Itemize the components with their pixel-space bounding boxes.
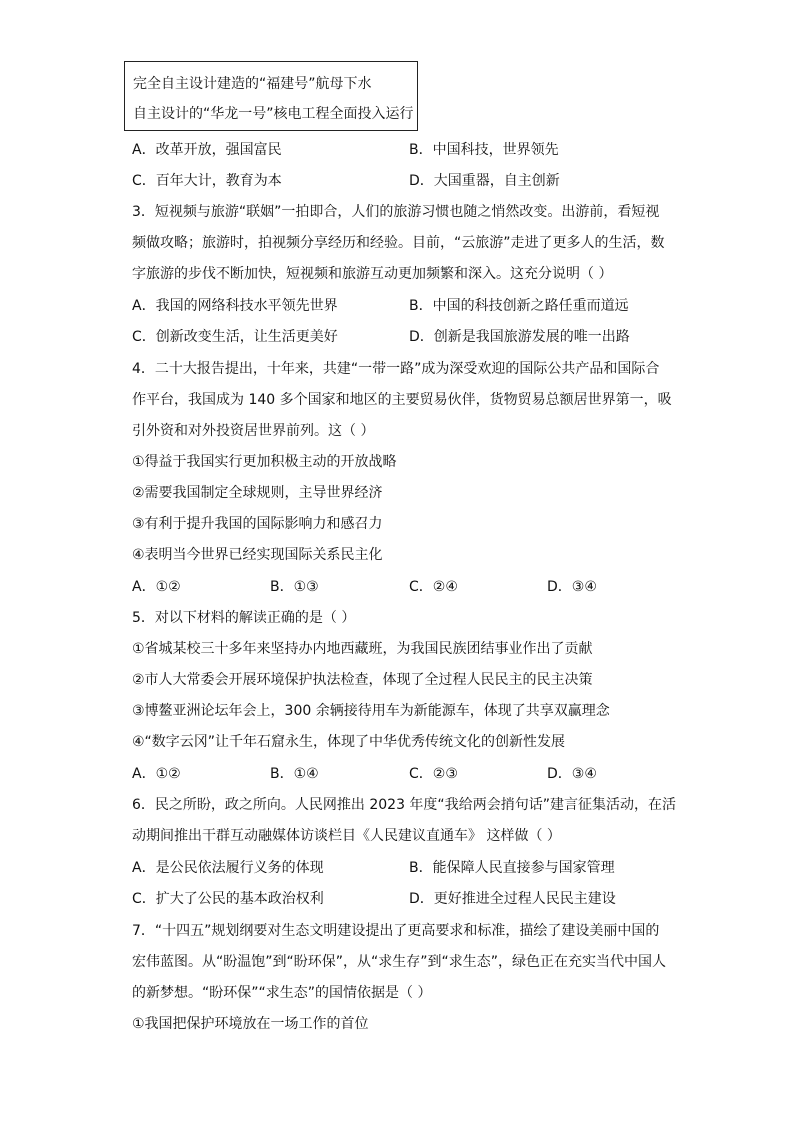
q5-option-a: A．①②	[132, 766, 181, 782]
q3-stem-line-3: 字旅游的步伐不断加快，短视频和旅游互动更加频繁和深入。这充分说明（ ）	[132, 266, 613, 282]
q4-option-c: C．②④	[409, 579, 458, 595]
q4-option-b: B．①③	[270, 579, 319, 595]
q7-stem-line-3: 的新梦想。“盼环保”“求生态”的国情依据是（ ）	[132, 985, 432, 1001]
q2-option-b: B．中国科技，世界领先	[409, 142, 559, 158]
q3-option-b: B．中国的科技创新之路任重而道远	[409, 298, 629, 314]
q5-stem-line-1: 5．对以下材料的解读正确的是（ ）	[132, 610, 356, 626]
q4-statement-3: ③有利于提升我国的国际影响力和感召力	[132, 516, 383, 532]
material-line-2: 自主设计的“华龙一号”核电工程全面投入运行	[133, 106, 414, 122]
q7-stem-line-1: 7．“十四五”规划纲要对生态文明建设提出了更高要求和标准，描绘了建设美丽中国的	[132, 923, 660, 939]
q3-stem-line-1: 3．短视频与旅游“联姻”一拍即合，人们的旅游习惯也随之悄然改变。出游前，看短视	[132, 204, 660, 220]
q6-stem-line-2: 动期间推出干群互动融媒体访谈栏目《人民建议直通车》 这样做（ ）	[132, 828, 561, 844]
q4-stem-line-3: 引外资和对外投资居世界前列。这（ ）	[132, 423, 375, 439]
q4-option-a: A．①②	[132, 579, 181, 595]
q6-option-b: B．能保障人民直接参与国家管理	[409, 860, 615, 876]
q4-statement-4: ④表明当今世界已经实现国际关系民主化	[132, 547, 383, 563]
q6-option-a: A．是公民依法履行义务的体现	[132, 860, 324, 876]
q5-statement-3: ③博鳌亚洲论坛年会上，300 余辆接待用车为新能源车，体现了共享双赢理念	[132, 703, 610, 719]
q3-option-d: D．创新是我国旅游发展的唯一出路	[409, 329, 630, 345]
q5-statement-2: ②市人大常委会开展环境保护执法检查，体现了全过程人民民主的民主决策	[132, 672, 593, 688]
q3-option-c: C．创新改变生活，让生活更美好	[132, 329, 338, 345]
q4-option-d: D．③④	[547, 579, 597, 595]
q6-option-d: D．更好推进全过程人民民主建设	[409, 891, 616, 907]
q5-option-d: D．③④	[547, 766, 597, 782]
q5-statement-4: ④“数字云冈”让千年石窟永生，体现了中华优秀传统文化的创新性发展	[132, 734, 566, 750]
q6-option-c: C．扩大了公民的基本政治权利	[132, 891, 324, 907]
q4-stem-line-2: 作平台，我国成为 140 多个国家和地区的主要贸易伙伴，货物贸易总额居世界第一，吸	[132, 392, 672, 408]
material-line-1: 完全自主设计建造的“福建号”航母下水	[133, 76, 372, 92]
q5-statement-1: ①省城某校三十多年来坚持办内地西藏班，为我国民族团结事业作出了贡献	[132, 641, 593, 657]
q3-stem-line-2: 频做攻略；旅游时，拍视频分享经历和经验。目前，“云旅游”走进了更多人的生活，数	[132, 235, 665, 251]
q5-option-c: C．②③	[409, 766, 458, 782]
q2-option-d: D．大国重器，自主创新	[409, 173, 560, 189]
q7-stem-line-2: 宏伟蓝图。从“盼温饱”到“盼环保”，从“求生存”到“求生态”，绿色正在充实当代中国人	[132, 954, 667, 970]
q2-option-a: A．改革开放，强国富民	[132, 142, 282, 158]
q4-statement-2: ②需要我国制定全球规则，主导世界经济	[132, 485, 383, 501]
q7-statement-1: ①我国把保护环境放在一场工作的首位	[132, 1016, 369, 1032]
material-box	[124, 61, 418, 131]
q6-stem-line-1: 6．民之所盼，政之所向。人民网推出 2023 年度“我给两会捎句话”建言征集活动，在活	[132, 797, 676, 813]
q5-option-b: B．①④	[270, 766, 319, 782]
q2-option-c: C．百年大计，教育为本	[132, 173, 282, 189]
q4-stem-line-1: 4．二十大报告提出，十年来，共建“一带一路”成为深受欢迎的国际公共产品和国际合	[132, 361, 660, 377]
q3-option-a: A．我国的网络科技水平领先世界	[132, 298, 338, 314]
q4-statement-1: ①得益于我国实行更加积极主动的开放战略	[132, 454, 397, 470]
